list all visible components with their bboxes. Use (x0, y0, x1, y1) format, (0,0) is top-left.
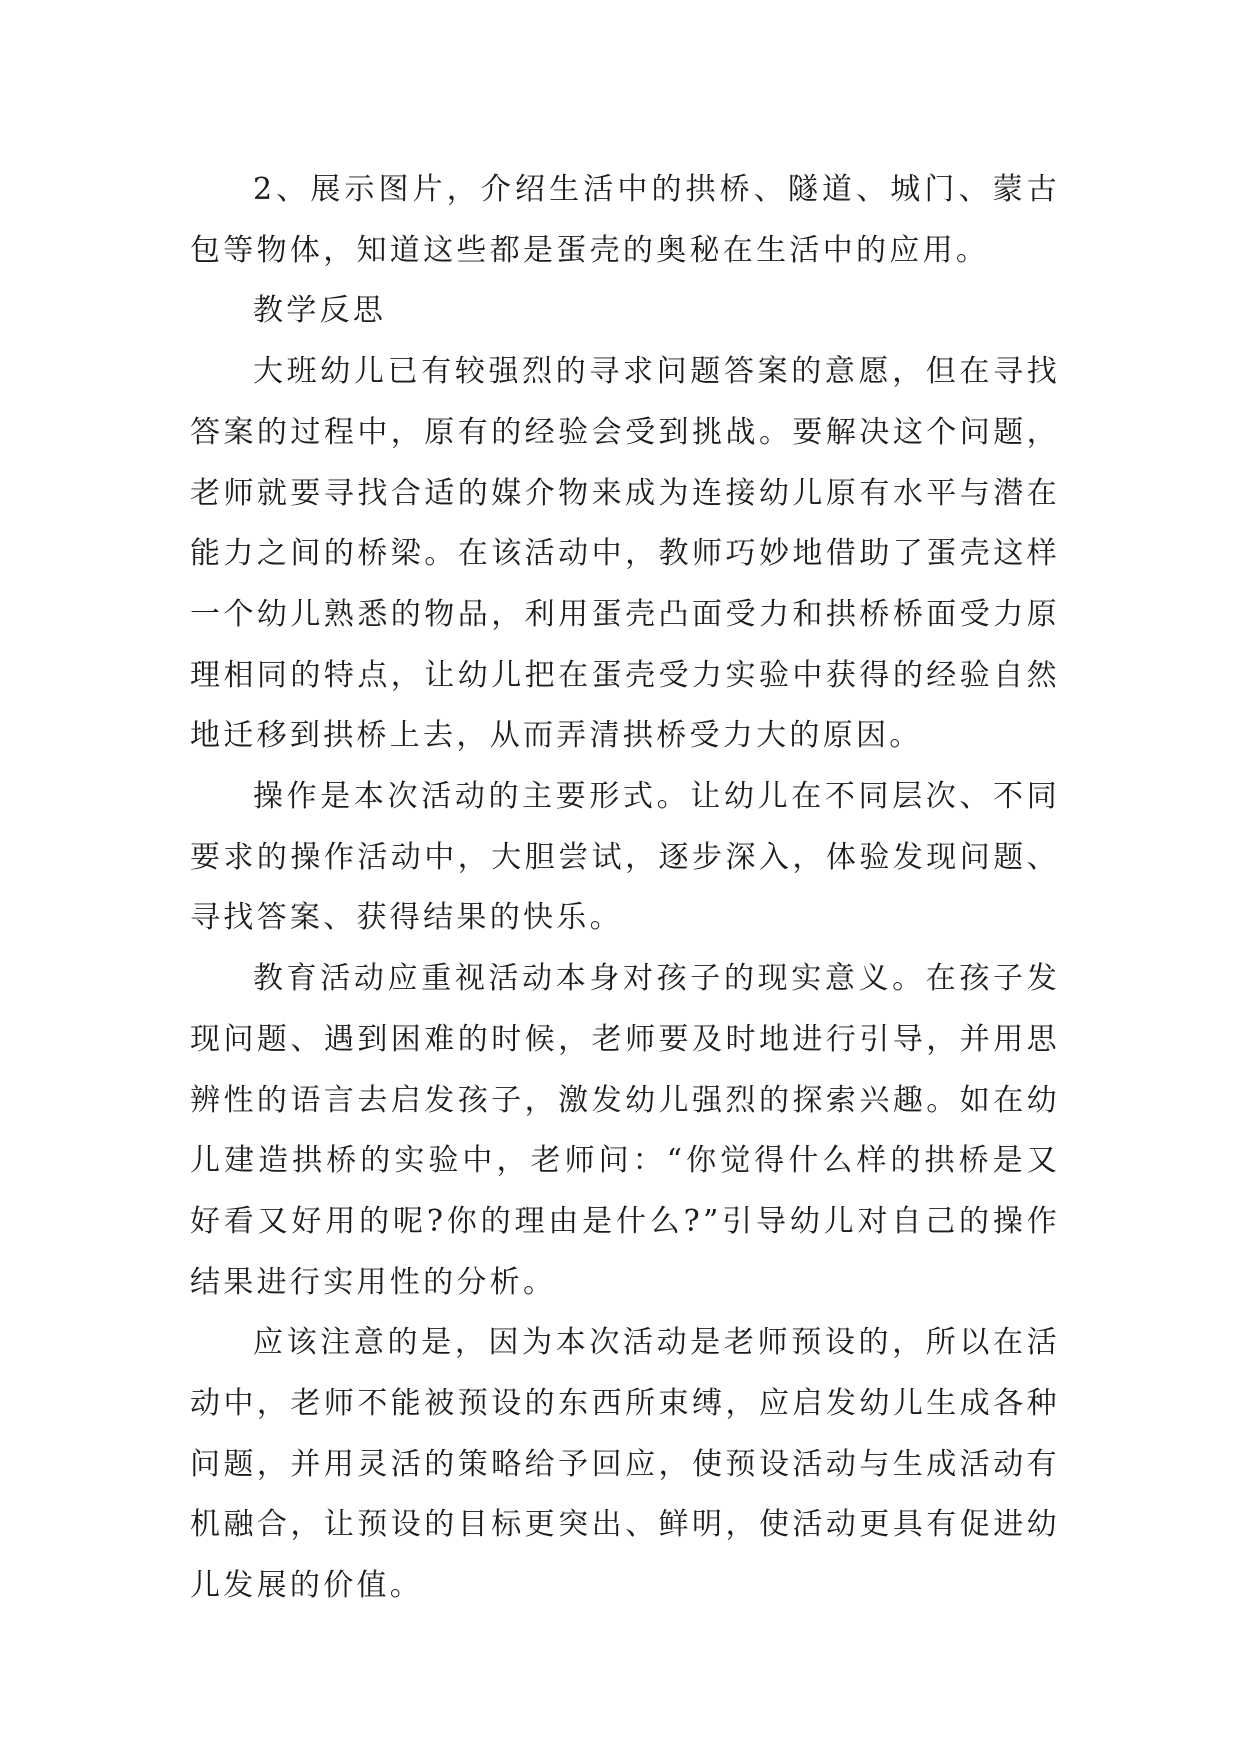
paragraph-activity-step-2: 2、展示图片，介绍生活中的拱桥、隧道、城门、蒙古包等物体，知道这些都是蛋壳的奥秘在生活中的应用。 (190, 172, 1060, 268)
paragraph-reflection-4: 应该注意的是，因为本次活动是老师预设的，所以在活动中，老师不能被预设的东西所束缚，应启发幼儿生成各种问题，并用灵活的策略给予回应，使预设活动与生成活动有机融合，让预设的目标更突出、鲜明，使活动更具有促进幼儿发展的价值。 (190, 1325, 1060, 1604)
section-heading-teaching-reflection: 教学反思 (253, 293, 387, 329)
paragraph-reflection-3: 教育活动应重视活动本身对孩子的现实意义。在孩子发现问题、遇到困难的时候，老师要及时地进行引导，并用思辨性的语言去启发孩子，激发幼儿强烈的探索兴趣。如在幼儿建造拱桥的实验中，老师问：“你觉得什么样的拱桥是又好看又好用的呢?你的理由是什么?”引导幼儿对自己的操作结果进行实用性的分析。 (190, 961, 1060, 1300)
paragraph-reflection-1: 大班幼儿已有较强烈的寻求问题答案的意愿，但在寻找答案的过程中，原有的经验会受到挑战。要解决这个问题，老师就要寻找合适的媒介物来成为连接幼儿原有水平与潜在能力之间的桥梁。在该活动中，教师巧妙地借助了蛋壳这样一个幼儿熟悉的物品，利用蛋壳凸面受力和拱桥桥面受力原理相同的特点，让幼儿把在蛋壳受力实验中获得的经验自然地迁移到拱桥上去，从而弄清拱桥受力大的原因。 (190, 354, 1060, 754)
paragraph-reflection-2: 操作是本次活动的主要形式。让幼儿在不同层次、不同要求的操作活动中，大胆尝试，逐步深入，体验发现问题、寻找答案、获得结果的快乐。 (190, 779, 1060, 936)
document-body (190, 160, 1060, 1617)
